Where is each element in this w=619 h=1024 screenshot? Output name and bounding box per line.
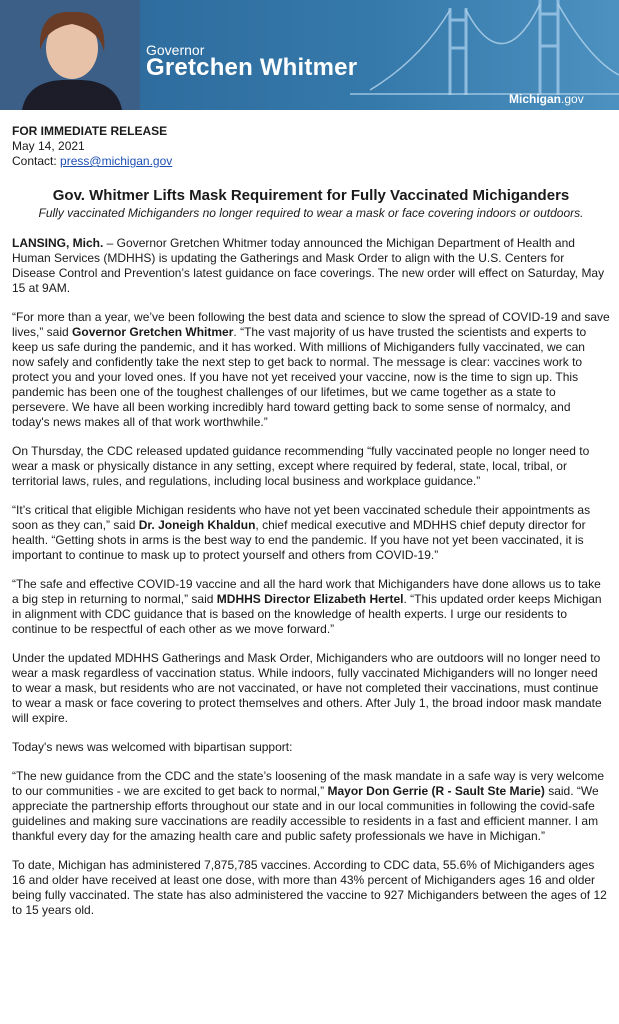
speaker-name: Governor Gretchen Whitmer xyxy=(72,325,234,339)
release-label: FOR IMMEDIATE RELEASE xyxy=(12,124,168,138)
paragraph-text: – Governor Gretchen Whitmer today announced the Michigan Department of Health and Human Services (MDHHS) is updating the Gatherings and Mask Order to align with the U.S. Centers for Disease Control and Prevention’s latest guidance on face coverings. The new order will effect on Saturday, May 15 at 9AM. xyxy=(12,236,605,295)
logo-text-light: .gov xyxy=(561,92,584,106)
paragraph-text: “The safe and effective COVID-19 vaccine and all the hard work that Michiganders have done allows us to take a big step in returning to normal,” said xyxy=(12,577,601,606)
headline: Gov. Whitmer Lifts Mask Requirement for Fully Vaccinated Michiganders xyxy=(52,187,570,204)
paragraph-6: Under the updated MDHHS Gatherings and Mask Order, Michiganders who are outdoors will no longer need to wear a mask regardless of vaccination status. While indoors, fully vaccinated Michiganders will no longer need to wear a mask, but residents who are not vaccinated, or have not completed their vaccinations, must continue to wear a mask or face covering to protect themselves and others. After July 1, the broad indoor mask mandate will expire. xyxy=(12,651,602,725)
speaker-name: Mayor Don Gerrie (R - Sault Ste Marie) xyxy=(327,784,545,798)
paragraph-text: “The new guidance from the CDC and the state’s loosening of the mask mandate in a safe way is very welcome to our communities - we are excited to get back to normal,” xyxy=(12,769,605,798)
dateline: LANSING, Mich. xyxy=(12,236,104,250)
paragraph-1 xyxy=(12,236,610,296)
paragraph-5 xyxy=(12,577,610,637)
paragraph-text: “It’s critical that eligible Michigan residents who have not yet been vaccinated schedule their appointments as soon as they can,” said xyxy=(12,503,591,532)
paragraph-2 xyxy=(12,310,610,430)
paragraph-text: . “This updated order keeps Michigan in alignment with CDC guidance that is based on the knowledge of health experts. I urge our residents to continue to be respectful of each other as we move forward.” xyxy=(12,592,602,636)
contact-line xyxy=(12,154,610,169)
paragraph-4 xyxy=(12,503,610,563)
release-info xyxy=(12,124,610,169)
release-date: May 14, 2021 xyxy=(12,139,85,153)
contact-label: Contact: xyxy=(12,154,57,168)
michigan-gov-logo[interactable] xyxy=(509,92,584,106)
header-banner xyxy=(0,0,619,110)
paragraph-text: , chief medical executive and MDHHS chief deputy director for health. “Getting shots in arms is the best way to end the pandemic. If you have not yet been vaccinated, it is important to continue to mask up to protect yourself and others from COVID-19.” xyxy=(12,518,586,562)
logo-text-bold: Michigan xyxy=(509,92,562,106)
paragraph-text: said. “We appreciate the partnership efforts throughout our state and in our local communities in following the covid-safe guidelines and making sure vaccinations are readily accessible to residents in a fast and efficient manner. I am thankful every day for the amazing health care and public safety professionals we have in Michigan.” xyxy=(12,784,599,843)
paragraph-text: “For more than a year, we’ve been following the best data and science to slow the spread of COVID-19 and save lives,” said xyxy=(12,310,610,339)
governor-name: Gretchen Whitmer xyxy=(146,54,358,81)
governor-title: Governor xyxy=(146,42,205,58)
paragraph-9: To date, Michigan has administered 7,875,785 vaccines. According to CDC data, 55.6% of Michiganders ages 16 and older have received at least one dose, with more than 43% percent of Michiganders ages 16 and older being fully vaccinated. The state has also administered the vaccine to 927 Michiganders between the ages of 12 to 15 years old. xyxy=(12,858,607,917)
paragraph-7: Today's news was welcomed with bipartisan support: xyxy=(12,740,293,754)
paragraph-text: . “The vast majority of us have trusted the scientists and experts to keep us safe during the pandemic, and it has worked. With millions of Michiganders fully vaccinated, we can now safely and confidently take the next step to get back to normal. The message is clear: vaccines work to protect you and your loved ones. If you have not yet received your vaccine, now is the time to sign up. This pandemic has been one of the toughest challenges of our lifetimes, but we came together as a state to persevere. We have all been working incredibly hard toward getting back to some sense of normalcy, and today's news makes all of that work worthwhile.” xyxy=(12,325,587,429)
speaker-name: MDHHS Director Elizabeth Hertel xyxy=(216,592,404,606)
paragraph-8 xyxy=(12,769,610,844)
contact-email-link[interactable]: press@michigan.gov xyxy=(60,154,173,168)
paragraph-3: On Thursday, the CDC released updated guidance recommending “fully vaccinated people no longer need to wear a mask or physically distance in any setting, except where required by federal, state, local, tribal, or territorial laws, rules, and regulations, including local business and workplace guidance.” xyxy=(12,444,590,488)
press-release-body xyxy=(12,124,610,918)
subheadline: Fully vaccinated Michiganders no longer required to wear a mask or face covering indoors or outdoors. xyxy=(38,206,584,220)
speaker-name: Dr. Joneigh Khaldun xyxy=(138,518,256,532)
